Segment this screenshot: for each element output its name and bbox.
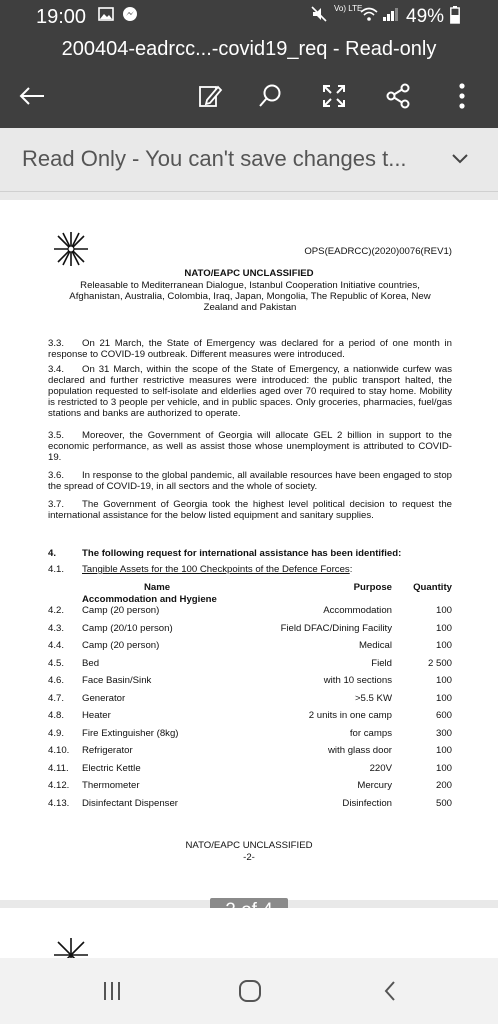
row-name: Camp (20 person) <box>82 605 160 616</box>
search-icon <box>257 83 283 109</box>
row-name: Electric Kettle <box>82 762 141 774</box>
row-number: 4.11. <box>48 762 69 774</box>
system-navigation-bar <box>0 958 498 1024</box>
row-quantity: 100 <box>435 622 452 634</box>
row-quantity: 100 <box>435 762 452 774</box>
readonly-banner[interactable] <box>0 128 498 192</box>
classification-footer: NATO/EAPC UNCLASSIFIED <box>185 840 313 851</box>
volte-label: Vo) LTE <box>334 4 363 13</box>
edit-pen-icon <box>197 83 223 109</box>
nav-back-button[interactable] <box>370 976 410 1006</box>
row-name: Heater <box>82 710 111 721</box>
table-header-name: Name <box>144 582 171 593</box>
paragraph: 3.6. In response to the global pandemic, all available resources have been engaged to stop the spread of COVID-19, in all sectors and the whole of society. <box>48 470 452 493</box>
nato-logo <box>52 230 90 271</box>
table-header-purpose: Purpose <box>353 582 392 593</box>
row-name: Bed <box>82 657 100 669</box>
row-number: 4.5. <box>48 657 65 669</box>
table-row <box>0 728 498 745</box>
more-vertical-icon <box>458 83 466 109</box>
row-number: 4.3. <box>48 622 65 634</box>
row-purpose: 220V <box>369 762 392 774</box>
paragraph: 3.4. On 31 March, within the scope of the State of Emergency, a nationwide curfew was declared and further restrictive measures were introduced: the public transport halted, the population requested to self-isolate and elderlies aged over 70 required to stay home. Mobility is restricted to 3 people per vehicle, and in public spaces. Only groceries, pharmacies, fuel/gas stations and banks are authorized to operate. <box>48 364 452 420</box>
page-number: -2- <box>243 852 255 863</box>
row-quantity: 100 <box>435 692 452 704</box>
row-quantity: 100 <box>435 745 452 756</box>
section-4-heading: 4. The following request for international assistance has been identified: <box>48 548 402 559</box>
wifi-icon <box>360 6 378 27</box>
row-number: 4.2. <box>48 605 65 616</box>
paragraph: 3.5. Moreover, the Government of Georgia will allocate GEL 2 billion in support to the economic performance, as well as assist those whose unemployment is attributed to COVID-19. <box>48 430 452 464</box>
table-row <box>0 745 498 762</box>
row-name: Face Basin/Sink <box>82 675 152 686</box>
row-number: 4.4. <box>48 640 65 651</box>
row-purpose: Mercury <box>357 780 392 791</box>
battery-level: 49% <box>406 6 445 27</box>
row-quantity: 600 <box>435 710 452 721</box>
table-row <box>0 763 498 780</box>
table-row <box>0 780 498 797</box>
row-quantity: 200 <box>435 780 452 791</box>
toolbar <box>0 66 498 128</box>
row-quantity: 300 <box>435 727 452 739</box>
table-row <box>0 605 498 622</box>
row-purpose: Disinfection <box>342 797 392 809</box>
messenger-icon <box>122 6 138 27</box>
table-row <box>0 675 498 692</box>
row-purpose: Accommodation <box>323 605 392 616</box>
home-button[interactable] <box>230 976 270 1006</box>
row-purpose: Field DFAC/Dining Facility <box>280 622 392 634</box>
row-name: Disinfectant Dispenser <box>82 797 178 809</box>
row-name: Thermometer <box>82 780 140 791</box>
row-purpose: with glass door <box>328 745 392 756</box>
classification-header: NATO/EAPC UNCLASSIFIED <box>184 268 314 279</box>
table-row <box>0 640 498 657</box>
recents-icon <box>101 980 123 1002</box>
row-purpose: >5.5 KW <box>354 692 392 704</box>
home-icon <box>237 978 263 1004</box>
row-name: Camp (20 person) <box>82 640 160 651</box>
table-row <box>0 693 498 710</box>
paragraph: 3.3. On 21 March, the State of Emergency was declared for a period of one month in response to COVID-19 outbreak. Different measures were introduced. <box>48 338 452 361</box>
row-name: Generator <box>82 692 126 704</box>
table-row <box>0 623 498 640</box>
share-icon <box>384 82 412 110</box>
row-purpose: Medical <box>358 640 392 651</box>
document-viewer[interactable] <box>0 192 498 958</box>
row-purpose: 2 units in one camp <box>308 710 392 721</box>
fullscreen-icon <box>321 83 347 109</box>
recents-button[interactable] <box>92 976 132 1006</box>
chevron-down-icon[interactable] <box>448 146 472 175</box>
section-4-1-heading: 4.1. Tangible Assets for the 100 Checkpoints of the Defence Forces: <box>48 564 353 575</box>
document-reference: OPS(EADRCC)(2020)0076(REV1) <box>304 246 452 257</box>
row-number: 4.13. <box>48 797 70 809</box>
row-number: 4.7. <box>48 692 65 704</box>
row-number: 4.10. <box>48 745 70 756</box>
readonly-banner-text: Read Only - You can't save changes t... <box>22 146 407 171</box>
row-number: 4.9. <box>48 727 65 739</box>
row-name: Fire Extinguisher (8kg) <box>82 727 179 739</box>
gallery-icon <box>98 6 114 26</box>
table-subheader: Accommodation and Hygiene <box>82 594 217 605</box>
back-button[interactable] <box>14 78 50 114</box>
row-purpose: with 10 sections <box>323 675 392 686</box>
releasable-note: Releasable to Mediterranean Dialogue, Istanbul Cooperation Initiative countries, Afghanistan, Australia, Colombia, Iraq, Japan, Mongolia, The Republic of Korea, New Zealand and Pakistan <box>69 280 431 314</box>
search-button[interactable] <box>252 78 288 114</box>
row-quantity: 100 <box>435 675 452 686</box>
fullscreen-button[interactable] <box>316 78 352 114</box>
row-number: 4.6. <box>48 675 65 686</box>
document-title-bar <box>0 34 498 66</box>
table-row <box>0 710 498 727</box>
nav-back-icon <box>382 979 398 1003</box>
row-purpose: for camps <box>349 727 392 739</box>
table-row <box>0 658 498 675</box>
table-header-quantity: Quantity <box>413 582 452 593</box>
battery-icon <box>450 6 460 29</box>
row-number: 4.12. <box>48 780 70 791</box>
row-quantity: 500 <box>435 797 452 809</box>
table-row <box>0 798 498 815</box>
row-quantity: 100 <box>435 640 452 651</box>
row-quantity: 2 500 <box>427 657 452 669</box>
signal-icon <box>382 6 400 27</box>
back-arrow-icon <box>18 86 46 106</box>
mute-icon <box>310 6 328 27</box>
share-button[interactable] <box>380 78 416 114</box>
paragraph: 3.7. The Government of Georgia took the highest level political decision to request the international assistance for the below listed equipment and sanitary supplies. <box>48 499 452 522</box>
edit-button[interactable] <box>192 78 228 114</box>
status-bar <box>0 0 498 34</box>
row-name: Refrigerator <box>82 745 133 756</box>
row-name: Camp (20/10 person) <box>82 622 173 634</box>
document-page <box>0 200 498 900</box>
row-purpose: Field <box>371 657 392 669</box>
row-quantity: 100 <box>435 605 452 616</box>
status-time: 19:00 <box>36 6 87 28</box>
more-options-button[interactable] <box>444 78 480 114</box>
row-number: 4.8. <box>48 710 65 721</box>
document-title: 200404-eadrcc...-covid19_req - Read-only <box>61 38 437 60</box>
